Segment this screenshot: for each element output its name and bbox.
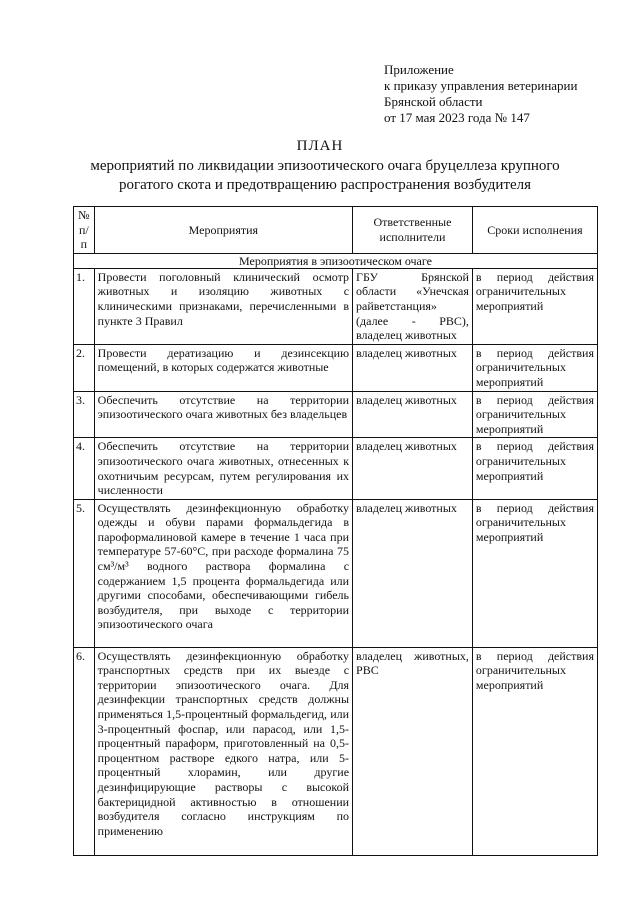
row-num: 5. (74, 499, 95, 647)
row-responsible: владелец животных (353, 499, 473, 647)
table-row (74, 268, 598, 344)
appendix-line: к приказу управления ветеринарии (384, 78, 578, 93)
table-row (74, 391, 598, 438)
row-measure: Осуществлять дезинфекционную обработку одежды и обуви парами формальдегида в пароформалиновой камере в течение 1 часа при температуре 57-60°С, при расходе формалина 75 см³/м³ водного раствора формалина с содержанием 1,5 процента формальдегида или другими способами, обеспечивающими гибель возбудителя, при выходе с территории эпизоотического очага (94, 499, 352, 647)
row-measure: Провести дератизацию и дезинсекцию помещений, в которых содержатся животные (94, 344, 352, 391)
table-section-row (74, 253, 598, 268)
row-term: в период действия ограничительных мероприятий (472, 391, 597, 438)
header-responsible: Ответственные исполнители (353, 207, 473, 254)
appendix-block (384, 62, 577, 126)
appendix-line: Брянской области (384, 94, 483, 109)
row-term: в период действия ограничительных мероприятий (472, 438, 597, 499)
row-num: 2. (74, 344, 95, 391)
row-num: 1. (74, 268, 95, 344)
row-responsible: ГБУ Брянской области «Унечская райветстанция» (далее - РВС), владелец животных (353, 268, 473, 344)
row-measure: Обеспечить отсутствие на территории эпизоотического очага животных, отнесенных к охотничьим ресурсам, путем регулирования их численности (94, 438, 352, 499)
document-title: ПЛАН (296, 138, 344, 154)
row-term: в период действия ограничительных мероприятий (472, 647, 597, 855)
table-row (74, 344, 598, 391)
appendix-line: Приложение (384, 62, 454, 77)
row-num: 6. (74, 647, 95, 855)
document-subtitle: мероприятий по ликвидации эпизоотического очага бруцеллеза крупного рогатого скота и предотвращению распространения возбудителя (90, 158, 560, 193)
row-term: в период действия ограничительных мероприятий (472, 268, 597, 344)
row-measure: Провести поголовный клинический осмотр животных и изоляцию животных с клиническими признаками, перечисленными в пункте 3 Правил (94, 268, 352, 344)
row-responsible: владелец животных (353, 391, 473, 438)
header-num: № п/п (74, 207, 95, 254)
row-num: 4. (74, 438, 95, 499)
table-header-row (74, 207, 598, 254)
header-terms: Сроки исполнения (472, 207, 597, 254)
row-responsible: владелец животных (353, 344, 473, 391)
row-num: 3. (74, 391, 95, 438)
row-measure: Обеспечить отсутствие на территории эпизоотического очага животных без владельцев (94, 391, 352, 438)
table-row (74, 647, 598, 855)
row-term: в период действия ограничительных мероприятий (472, 344, 597, 391)
header-measures: Мероприятия (94, 207, 352, 254)
appendix-line: от 17 мая 2023 года № 147 (384, 110, 530, 125)
table-row (74, 499, 598, 647)
row-responsible: владелец животных, РВС (353, 647, 473, 855)
row-term: в период действия ограничительных мероприятий (472, 499, 597, 647)
table-row (74, 438, 598, 499)
row-responsible: владелец животных (353, 438, 473, 499)
row-measure: Осуществлять дезинфекционную обработку транспортных средств при их выезде с территории эпизоотического очага. Для дезинфекции транспортных средств должны применяться 1,5-процентный формальдегид, или 3-процентный фоспар, или парасод, или 1,5-процентный параформ, приготовленный на 0,5-процентном растворе едкого натра, или 5-процентный хлорамин, или другие дезинфицирующие растворы с высокой бактерицидной активностью в отношении возбудителя согласно инструкциям по применению (94, 647, 352, 855)
measures-table (73, 206, 598, 856)
section-title: Мероприятия в эпизоотическом очаге (74, 253, 598, 268)
